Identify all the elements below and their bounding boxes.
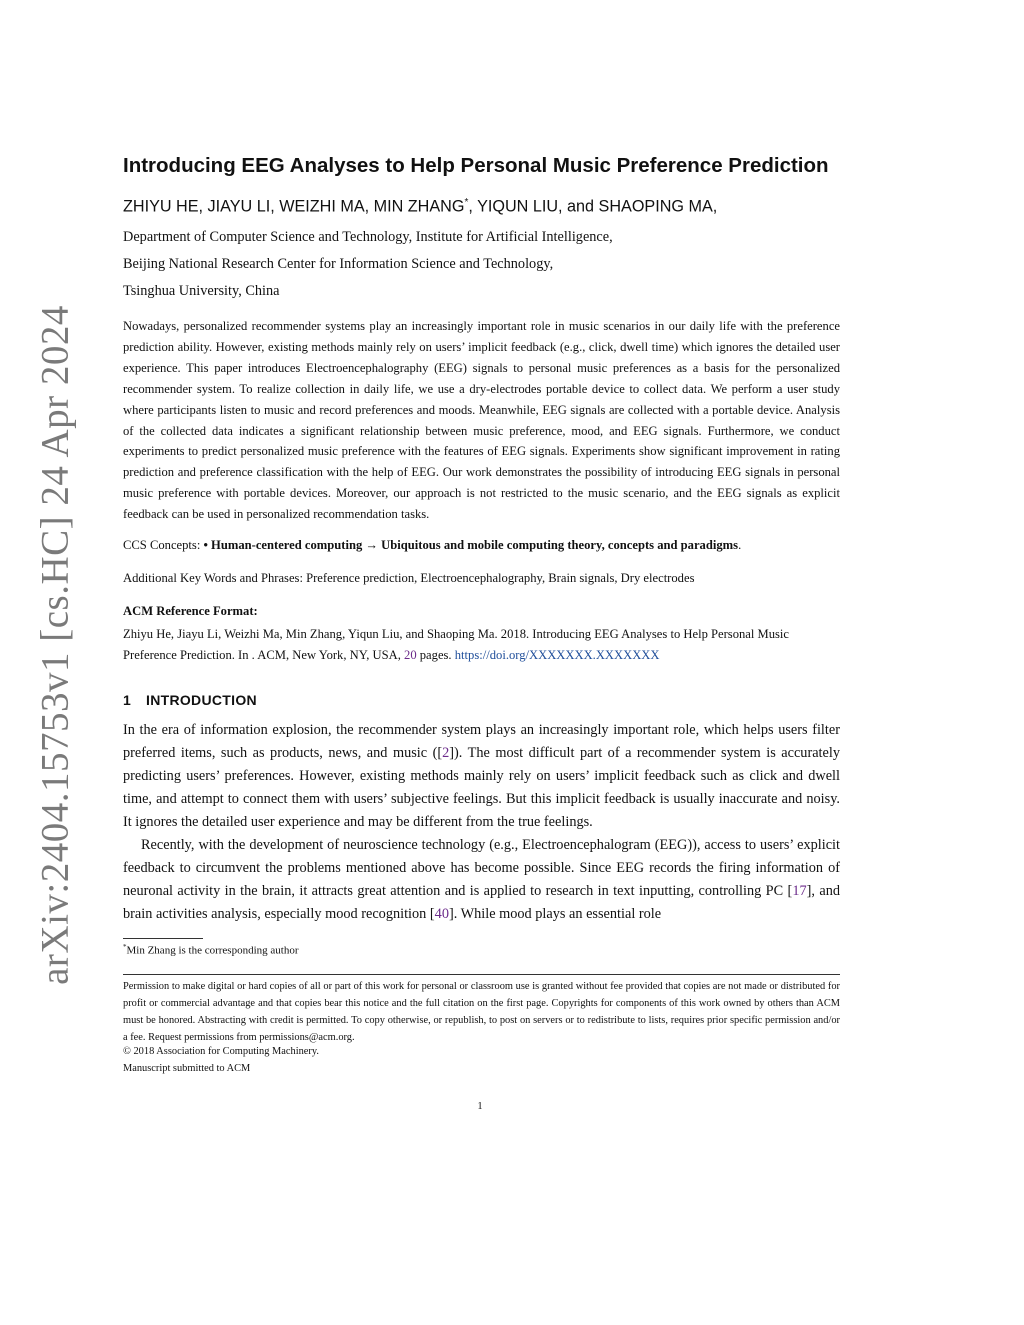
- section-heading: [123, 692, 257, 708]
- footnote: [123, 943, 299, 957]
- ccs-concepts: [123, 538, 840, 553]
- affiliation-line-2: Beijing National Research Center for Information Science and Technology,: [123, 256, 554, 272]
- authors-part-2: , YIQUN LIU, and SHAOPING MA,: [468, 197, 718, 216]
- affiliation-line-3: Tsinghua University, China: [123, 283, 280, 299]
- section-title: INTRODUCTION: [146, 692, 257, 708]
- manuscript-note: Manuscript submitted to ACM: [123, 1063, 251, 1074]
- ccs-end: .: [738, 538, 742, 552]
- affiliation-line-1: Department of Computer Science and Technology, Institute for Artificial Intelligence,: [123, 229, 613, 245]
- pages-link[interactable]: 20: [404, 648, 417, 662]
- section-number: 1: [123, 692, 132, 708]
- permission-divider: [123, 974, 840, 975]
- copyright-line: © 2018 Association for Computing Machinery.: [123, 1046, 319, 1057]
- reference-format-text: [123, 624, 840, 666]
- intro-paragraph-2: [123, 834, 840, 926]
- abstract: Nowadays, personalized recommender systems play an increasingly important role in music scenarios in our daily life with the preference prediction ability. However, existing methods mainly rely on users’ implicit feedback (e.g., click, dwell time) which ignores the detailed user experience. This paper introduces Electroencephalography (EEG) signals to personal music preferences as a basis for the personalized recommender system. To realize collection in daily life, we use a dry-electrodes portable device to collect data. We perform a user study where participants listen to music and record preferences and moods. Meanwhile, EEG signals are collected with a portable device. Analysis of the collected data indicates a significant relationship between music preference, mood, and EEG signals. Furthermore, we conduct experiments to predict personalized music preference with the features of EEG signals. Experiments show significant improvement in rating prediction and preference classification with the help of EEG. Our work demonstrates the possibility of introducing EEG signals in personal music preference with portable devices. Moreover, our approach is not restricted to the music scenario, and the EEG signals as explicit feedback can be used in personalized recommendation tasks.: [123, 319, 840, 522]
- citation-link[interactable]: 2: [442, 744, 450, 761]
- paragraph-text: ], and brain activities analysis, especially mood recognition [: [123, 882, 840, 922]
- page-number: 1: [477, 1101, 483, 1112]
- doi-link[interactable]: https://doi.org/XXXXXXX.XXXXXXX: [454, 648, 660, 662]
- corresponding-author-mark: *: [464, 197, 469, 208]
- paragraph-text: ]). The most difficult part of a recommender system is accurately predicting users’ preferences. However, existing methods mainly rely on users’ implicit feedback such as click and dwell time, and attempt to connect them with users’ subjective feelings. But this implicit feedback is usually inaccurate and noisy. It ignores the detailed user experience and may be different from the true feelings.: [123, 744, 840, 830]
- paragraph-text: Recently, with the development of neuroscience technology (e.g., Electroencephalogram (EEG)), access to users’ explicit feedback to circumvent the problems mentioned above has become possible. Since EEG records the firing information of neuronal activity in the brain, it attracts great attention and is applied to research in text inputting, controlling PC [: [123, 837, 840, 899]
- paragraph-text: ]. While mood plays an essential role: [448, 905, 662, 922]
- intro-paragraph-1: [123, 719, 840, 834]
- reference-format-heading: ACM Reference Format:: [123, 604, 258, 618]
- ccs-label: CCS Concepts:: [123, 538, 204, 552]
- ccs-value: • Human-centered computing → Ubiquitous and mobile computing theory, concepts and paradigms: [203, 538, 739, 552]
- footnote-text: Min Zhang is the corresponding author: [126, 944, 299, 957]
- paragraph-text: In the era of information explosion, the recommender system plays an increasingly important role, which helps users filter preferred items, such as products, news, and music ([: [123, 722, 840, 761]
- reference-citation: Zhiyu He, Jiayu Li, Weizhi Ma, Min Zhang, Yiqun Liu, and Shaoping Ma. 2018. Introducing EEG Analyses to Help Personal Music Preference Prediction. In . ACM, New York, NY, USA,: [123, 627, 790, 662]
- footnote-divider: [123, 938, 203, 939]
- footnote-mark: *: [123, 943, 127, 951]
- citation-link[interactable]: 40: [434, 905, 449, 922]
- arxiv-identifier-stamp: arXiv:2404.15753v1 [cs.HC] 24 Apr 2024: [33, 305, 77, 985]
- authors-part-1: ZHIYU HE, JIAYU LI, WEIZHI MA, MIN ZHANG: [123, 197, 465, 216]
- pages-suffix: pages.: [416, 648, 455, 662]
- keywords: Additional Key Words and Phrases: Preference prediction, Electroencephalography, Brain signals, Dry electrodes: [123, 571, 695, 585]
- paper-title: Introducing EEG Analyses to Help Personal Music Preference Prediction: [123, 154, 829, 177]
- author-list: [123, 197, 883, 216]
- permission-notice: Permission to make digital or hard copies of all or part of this work for personal or classroom use is granted without fee provided that copies are not made or distributed for profit or commercial advantage and that copies bear this notice and the full citation on the first page. Copyrights for components of this work owned by others than ACM must be honored. Abstracting with credit is permitted. To copy otherwise, or republish, to post on servers or to redistribute to lists, requires prior specific permission and/or a fee. Request permissions from permissions@acm.org.: [123, 981, 840, 1043]
- citation-link[interactable]: 17: [792, 882, 807, 899]
